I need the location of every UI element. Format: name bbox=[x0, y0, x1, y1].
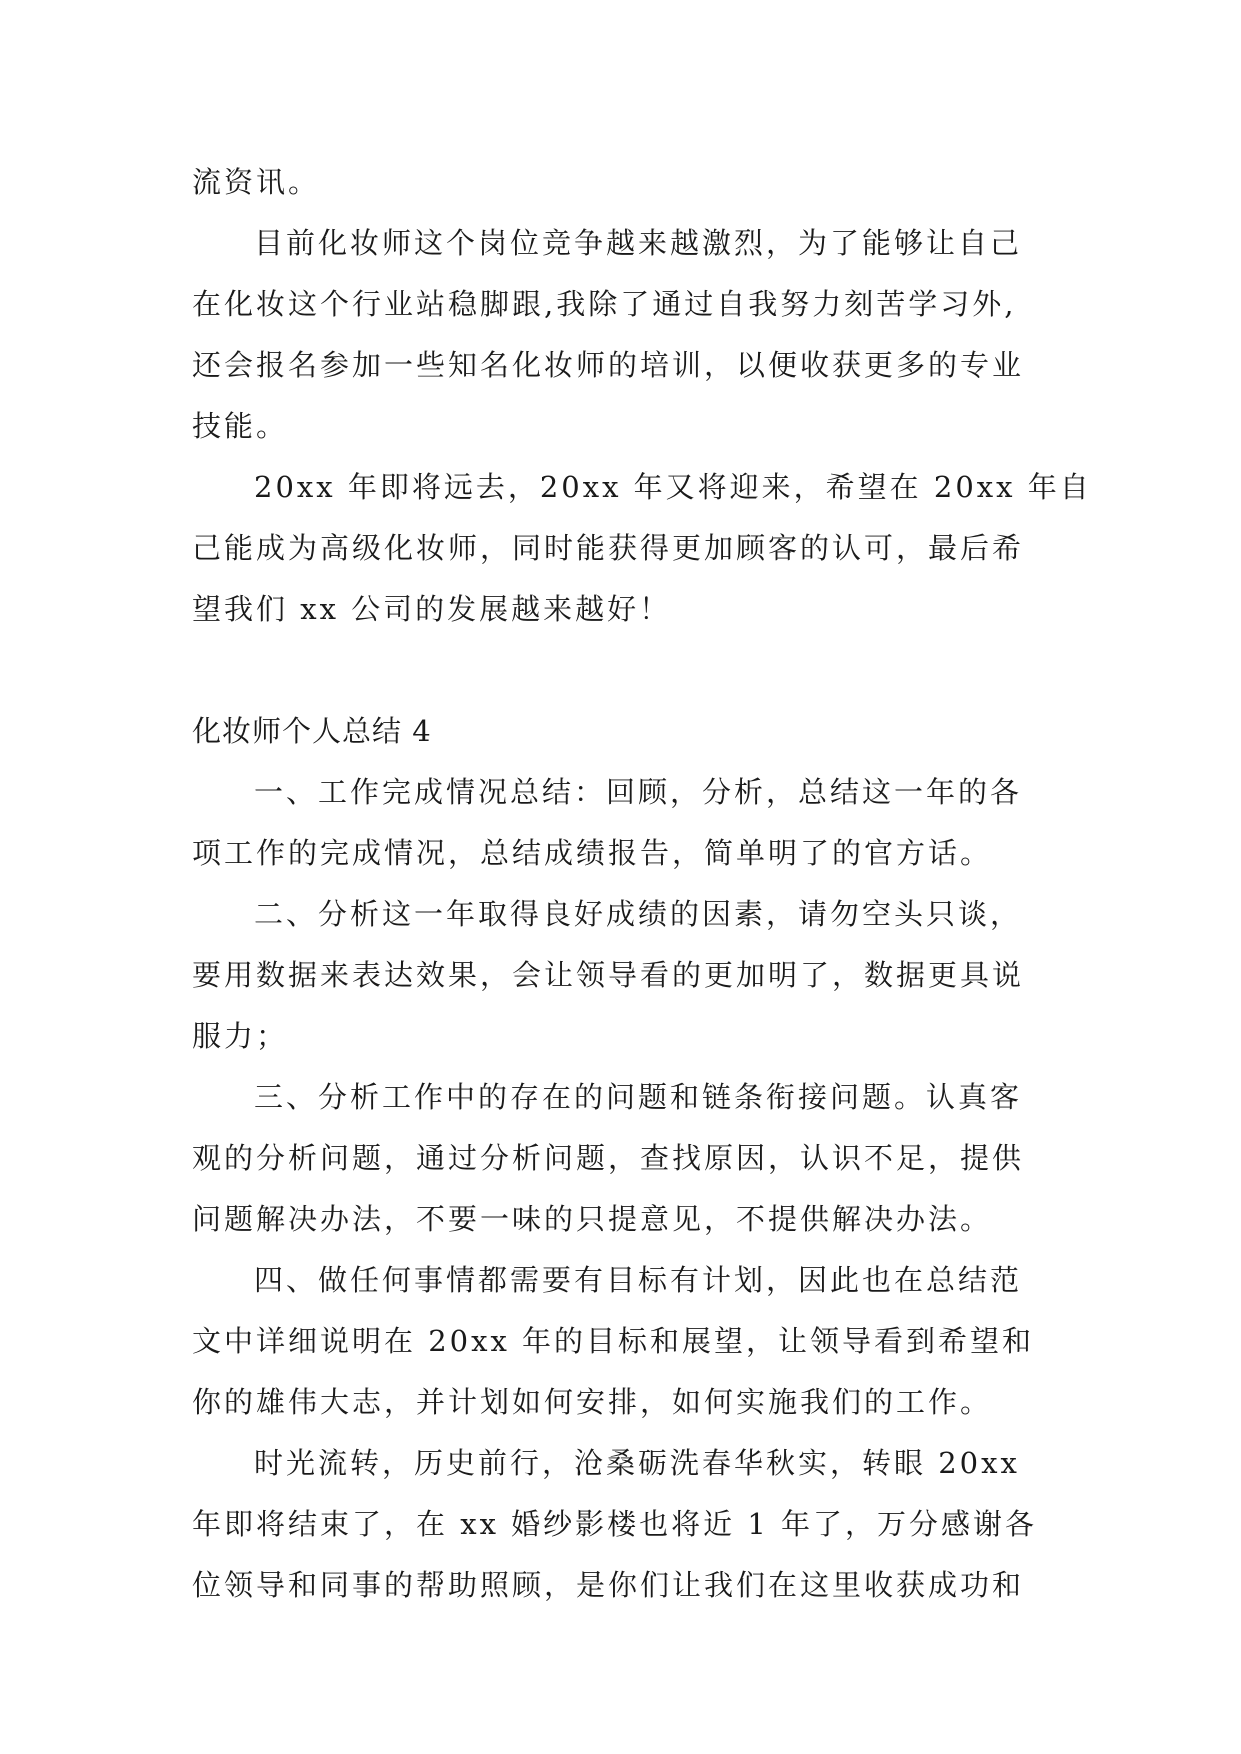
text-line: 年即将结束了，在 xx 婚纱影楼也将近 1 年了，万分感谢各 bbox=[192, 1507, 1038, 1541]
section-gap bbox=[192, 640, 1092, 701]
document-body bbox=[192, 152, 1092, 1616]
text-line: 技能。 bbox=[192, 409, 289, 443]
text-line: 己能成为高级化妆师，同时能获得更加顾客的认可，最后希 bbox=[192, 531, 1025, 565]
text-line: 观的分析问题，通过分析问题，查找原因，认识不足，提供 bbox=[192, 1141, 1025, 1175]
paragraph-start: 三、分析工作中的存在的问题和链条衔接问题。认真客 bbox=[254, 1080, 1023, 1114]
text-line: 文中详细说明在 20xx 年的目标和展望，让领导看到希望和 bbox=[192, 1324, 1035, 1358]
text-line: 望我们 xx 公司的发展越来越好！ bbox=[192, 592, 672, 626]
text-line: 在化妆这个行业站稳脚跟,我除了通过自我努力刻苦学习外, bbox=[192, 287, 1017, 321]
text-line: 服力； bbox=[192, 1019, 289, 1053]
paragraph-start: 一、工作完成情况总结：回顾，分析，总结这一年的各 bbox=[254, 775, 1023, 809]
paragraph-start: 时光流转，历史前行，沧桑砺洗春华秋实，转眼 20xx bbox=[254, 1446, 1020, 1480]
paragraph-start: 四、做任何事情都需要有目标有计划，因此也在总结范 bbox=[254, 1263, 1023, 1297]
paragraph-start: 20xx 年即将远去，20xx 年又将迎来，希望在 20xx 年自 bbox=[254, 470, 1092, 504]
section-heading: 化妆师个人总结 4 bbox=[192, 714, 432, 748]
text-line: 流资讯。 bbox=[192, 165, 321, 199]
text-line: 要用数据来表达效果，会让领导看的更加明了，数据更具说 bbox=[192, 958, 1025, 992]
text-line: 项工作的完成情况，总结成绩报告，简单明了的官方话。 bbox=[192, 836, 993, 870]
text-line: 位领导和同事的帮助照顾，是你们让我们在这里收获成功和 bbox=[192, 1568, 1025, 1602]
text-line: 还会报名参加一些知名化妆师的培训，以便收获更多的专业 bbox=[192, 348, 1025, 382]
paragraph-start: 二、分析这一年取得良好成绩的因素，请勿空头只谈， bbox=[254, 897, 1023, 931]
text-line: 你的雄伟大志，并计划如何安排，如何实施我们的工作。 bbox=[192, 1385, 993, 1419]
paragraph-start: 目前化妆师这个岗位竞争越来越激烈，为了能够让自己 bbox=[254, 226, 1023, 260]
text-line: 问题解决办法，不要一味的只提意见，不提供解决办法。 bbox=[192, 1202, 993, 1236]
